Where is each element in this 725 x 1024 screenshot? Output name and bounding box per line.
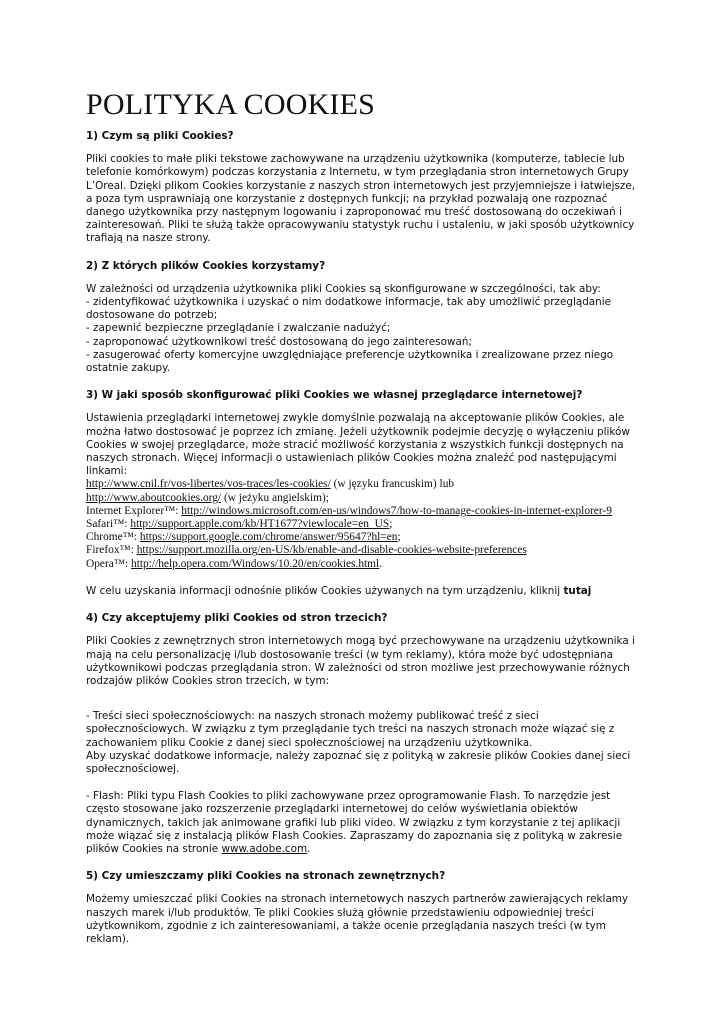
firefox-link[interactable]: https://support.mozilla.org/en-US/kb/enable-and-disable-cookies-website-preferences bbox=[136, 544, 527, 557]
ie-label: Internet Explorer™: bbox=[86, 504, 182, 517]
section-3-body bbox=[86, 412, 642, 570]
opera-label: Opera™: bbox=[86, 557, 132, 570]
section-5 bbox=[86, 870, 642, 946]
ie-line bbox=[86, 505, 642, 518]
cnil-line bbox=[86, 478, 642, 491]
section-4-intro: Pliki Cookies z zewnętrznych stron internetowych mogą być przechowywane na urządzeniu użytkownika i mają na celu personalizację i/lub dostosowanie treści (w tym reklamy), która może być udostępniana użytkownikowi podczas przeglądania stron. W zależności od stron możliwe jest przechowywanie różnych rodzajów plików Cookies stron trzecich, w tym: bbox=[86, 635, 635, 687]
safari-line: Safari™: http://support.apple.com/kb/HT1677?viewlocale=en_US; bbox=[86, 518, 393, 531]
section-1-body: Pliki cookies to małe pliki tekstowe zachowywane na urządzeniu użytkownika (komputerze, tablecie lub telefonie komórkowym) podczas korzystania z Internetu, w tym przeglądania stron internetowych Grupy L’Oreal. Dzięki plikom Cookies korzystanie z naszych stron internetowych jest przyjemniejsze i łatwiejsze, a poza tym usprawniają one korzystanie z dostępnych funkcji; na przykład pozwalają one rozpoznać danego użytkownika przy następnym logowaniu i zaproponować mu treść dostosowaną do oczekiwań i zainteresowań. Pliki te służą także opracowywaniu statystyk ruchu i ustaleniu, w jaki sposób użytkownicy trafiają na nasze strony. bbox=[86, 153, 636, 245]
opera-link[interactable]: http://help.opera.com/Windows/10.20/en/cookies.html bbox=[131, 557, 380, 570]
chrome-label: Chrome™: bbox=[86, 531, 140, 544]
social-text: - Treści sieci społecznościowych: na naszych stronach możemy publikować treść z sieci społecznościowych. W związku z tym przeglądanie tych treści na naszych stronach może wiązać się z zachowaniem pliku Cookie z danej sieci społecznościowej na urządzeniu użytkownika. bbox=[86, 710, 615, 749]
social-more-text: Aby uzyskać dodatkowe informacje, należy zapoznać się z polityką w zakresie plików Cookies danej sieci społecznościowej. bbox=[86, 749, 631, 775]
chrome-link[interactable]: https://support.google.com/chrome/answer/95647?hl=en bbox=[139, 531, 398, 544]
opera-line: Opera™: http://help.opera.com/Windows/10.20/en/cookies.html. bbox=[86, 557, 383, 570]
firefox-label: Firefox™: bbox=[86, 544, 137, 557]
section-2 bbox=[86, 260, 642, 376]
section-4-heading: 4) Czy akceptujemy pliki Cookies od stron trzecich? bbox=[86, 612, 388, 625]
flash-text: - Flash: Pliki typu Flash Cookies to pliki zachowywane przez oprogramowanie Flash. To narzędzie jest często stosowane jako rozszerzenie przeglądarki internetowej do celów wyświetlania obiektów dynamicznych, takich jak animowane grafiki lub pliki video. W związku z tym korzystanie z tej aplikacji może wiązać się z instalacją plików Flash Cookies. Zapraszamy do zapoznania się z polityką w zakresie plików Cookies na stronie bbox=[86, 790, 623, 855]
section-3-heading: 3) W jaki sposób skonfigurować pliki Cookies we własnej przeglądarce internetowej? bbox=[86, 389, 583, 402]
section-5-body: Możemy umieszczać pliki Cookies na stronach internetowych naszych partnerów zawierających reklamy naszych marek i/lub produktów. Te pliki Cookies służą głównie przedstawieniu odpowiedniej treści użytkownikom, zgodnie z ich zainteresowaniami, a także ocenie przeglądania naszych treści (w tym reklam). bbox=[86, 893, 629, 945]
list-item: - zidentyfikować użytkownika i uzyskać o nim dodatkowe informacje, tak aby umożliwić przeglądanie dostosowane do potrzeb; bbox=[86, 296, 612, 322]
english-note: (w jeżyku angielskim); bbox=[221, 491, 329, 504]
french-note: (w języku francuskim) lub bbox=[330, 478, 455, 491]
document-page bbox=[86, 88, 642, 955]
section-2-intro: W zależności od urządzenia użytkownika pliki Cookies są skonfigurowane w szczególności, tak aby: bbox=[86, 282, 601, 295]
section-4 bbox=[86, 612, 642, 856]
safari-label: Safari™: bbox=[86, 518, 131, 531]
device-cookies-note bbox=[86, 585, 642, 598]
section-5-heading: 5) Czy umieszczamy pliki Cookies na stronach zewnętrznych? bbox=[86, 870, 446, 883]
list-item: - zaproponować użytkownikowi treść dostosowaną do jego zainteresowań; bbox=[86, 335, 472, 348]
list-item: - zasugerować oferty komercyjne uwzględniające preferencje użytkownika i zrealizowane przez niego ostatnie zakupy. bbox=[86, 348, 614, 375]
safari-link[interactable]: http://support.apple.com/kb/HT1677?viewlocale=en_US bbox=[130, 518, 390, 531]
here-link[interactable]: tutaj bbox=[563, 584, 592, 597]
firefox-line bbox=[86, 544, 642, 557]
section-4-flash bbox=[86, 790, 642, 856]
section-2-heading: 2) Z których plików Cookies korzystamy? bbox=[86, 259, 326, 272]
section-2-body bbox=[86, 283, 642, 375]
section-1-heading: 1) Czym są pliki Cookies? bbox=[86, 130, 234, 142]
aboutcookies-link[interactable]: http://www.aboutcookies.org/ bbox=[86, 491, 222, 504]
section-3 bbox=[86, 389, 642, 598]
device-cookies-text: W celu uzyskania informacji odnośnie plików Cookies używanych na tym urządzeniu, kliknij bbox=[86, 584, 564, 597]
flash-end: . bbox=[307, 842, 311, 855]
aboutcookies-line bbox=[86, 492, 642, 505]
page-title: POLITYKA COOKIES bbox=[86, 88, 376, 121]
chrome-line: Chrome™: https://support.google.com/chrome/answer/95647?hl=en; bbox=[86, 531, 401, 544]
cnil-link[interactable]: http://www.cnil.fr/vos-libertes/vos-traces/les-cookies/ bbox=[86, 478, 331, 491]
ie-link[interactable]: http://windows.microsoft.com/en-us/windows7/how-to-manage-cookies-in-internet-explorer-9 bbox=[181, 504, 612, 517]
section-4-social bbox=[86, 710, 642, 776]
list-item: - zapewnić bezpieczne przeglądanie i zwalczanie nadużyć; bbox=[86, 322, 391, 335]
adobe-link[interactable]: www.adobe.com bbox=[221, 842, 308, 855]
section-3-text: Ustawienia przeglądarki internetowej zwykle domyślnie pozwalają na akceptowanie plików Cookies, ale można łatwo dostosować je poprzez ich zmianę. Jeżeli użytkownik podejmie decyzję o wyłączeniu plików Cookies w swojej przeglądarce, może stracić możliwość korzystania z wszystkich funkcji dostępnych na naszych stronach. Więcej informacji o ustawieniach plików Cookies można znaleźć pod następującymi linkami: bbox=[86, 412, 630, 478]
section-1 bbox=[86, 130, 642, 246]
